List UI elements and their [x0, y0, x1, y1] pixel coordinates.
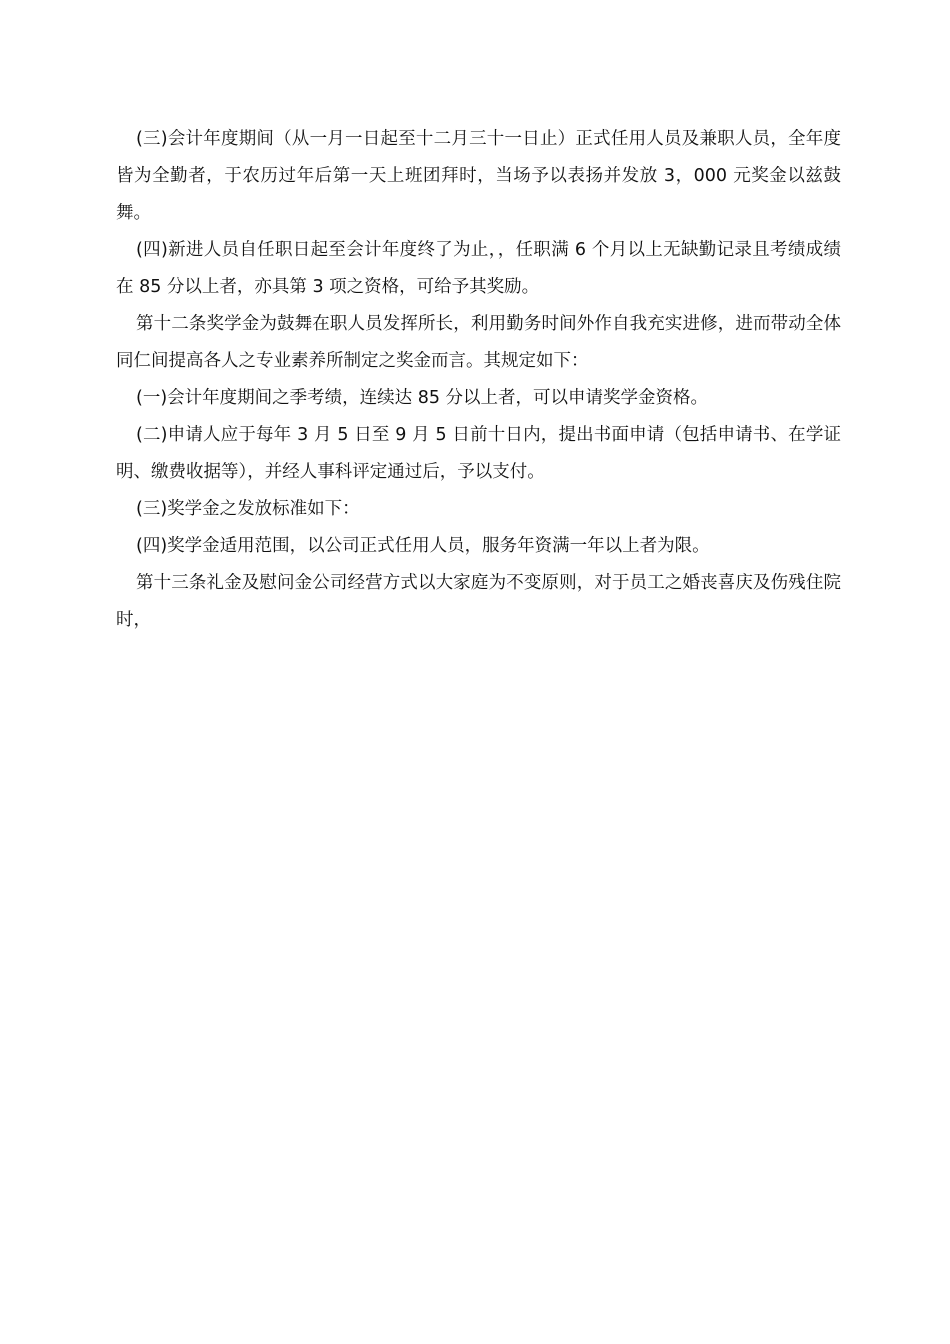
document-body	[116, 121, 841, 639]
paragraph-1: (三)会计年度期间（从一月一日起至十二月三十一日止）正式任用人员及兼职人员，全年度皆为全勤者，于农历过年后第一天上班团拜时，当场予以表扬并发放 3，000 元奖金以兹鼓舞。	[116, 129, 841, 223]
paragraph-5: (二)申请人应于每年 3 月 5 日至 9 月 5 日前十日内，提出书面申请（包括申请书、在学证明、缴费收据等），并经人事科评定通过后，予以支付。	[116, 425, 841, 482]
paragraph-6: (三)奖学金之发放标准如下：	[136, 499, 360, 519]
paragraph-2: (四)新进人员自任职日起至会计年度终了为止，，任职满 6 个月以上无缺勤记录且考绩成绩在 85 分以上者，亦具第 3 项之资格，可给予其奖励。	[116, 240, 841, 297]
paragraph-4: (一)会计年度期间之季考绩，连续达 85 分以上者，可以申请奖学金资格。	[136, 388, 709, 408]
paragraph-7: (四)奖学金适用范围，以公司正式任用人员，服务年资满一年以上者为限。	[136, 536, 710, 556]
paragraph-3: 第十二条奖学金为鼓舞在职人员发挥所长，利用勤务时间外作自我充实进修，进而带动全体同仁间提高各人之专业素养所制定之奖金而言。其规定如下：	[116, 314, 841, 371]
paragraph-8: 第十三条礼金及慰问金公司经营方式以大家庭为不变原则，对于员工之婚丧喜庆及伤残住院时，	[116, 573, 841, 630]
